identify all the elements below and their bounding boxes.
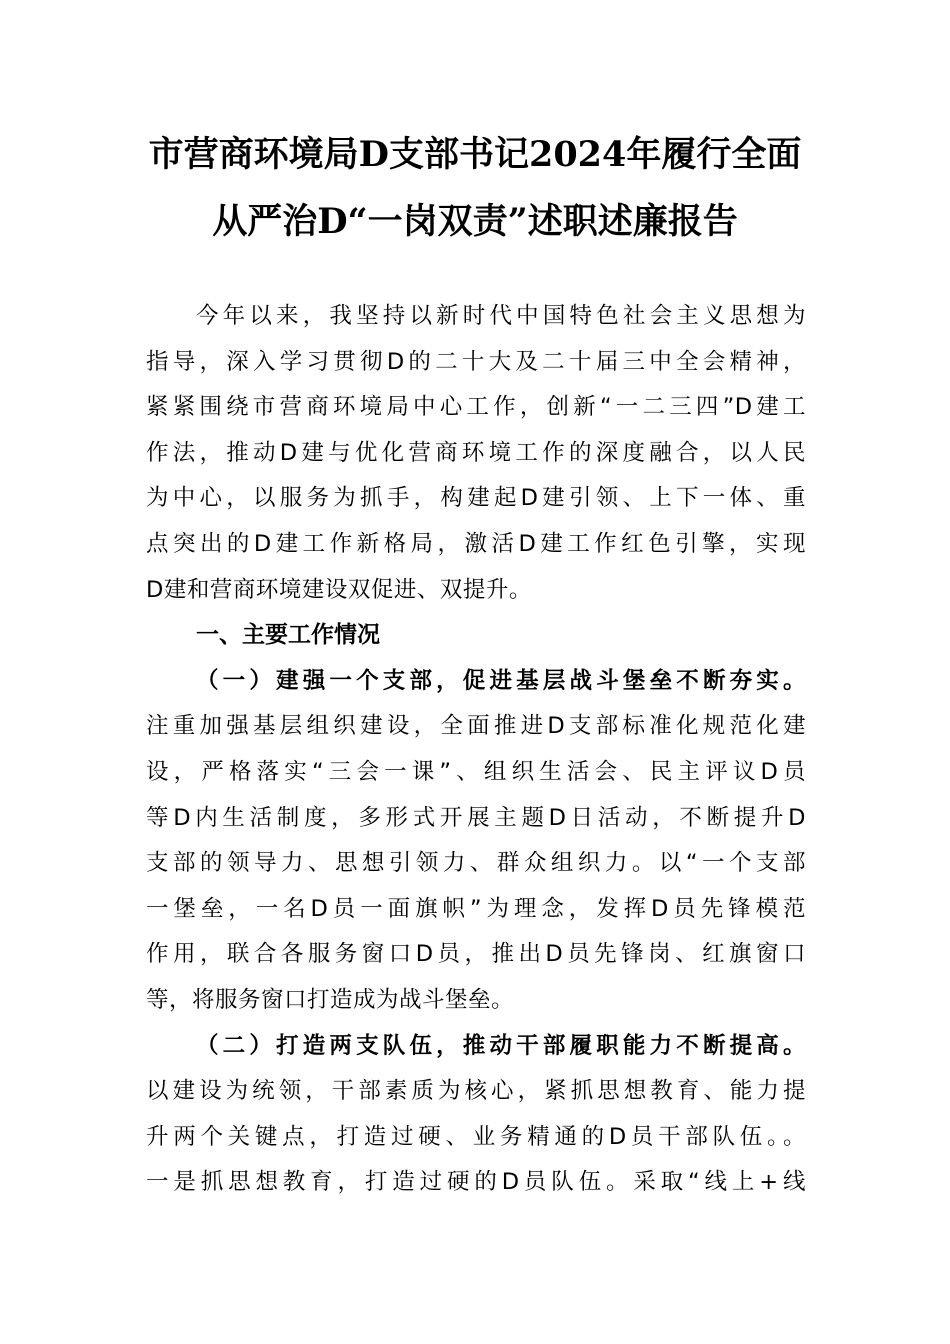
paragraph-line: 设，严格落实“三会一课”、组织生活会、民主评议D员 xyxy=(146,758,806,785)
paragraph-line: 注重加强基层组织建设，全面推进D支部标准化规范化建 xyxy=(146,713,806,740)
paragraph-line: D建和营商环境建设双促进、双提升。 xyxy=(146,576,532,603)
paragraph-line: 等，将服务窗口打造成为战斗堡垒。 xyxy=(146,986,515,1013)
paragraph-line: 作用，联合各服务窗口D员，推出D员先锋岗、红旗窗口 xyxy=(146,941,806,968)
subsection-2-paragraph xyxy=(146,1024,806,1206)
subsection-heading-line: （二）打造两支队伍，推动干部履职能力不断提高。 xyxy=(196,1032,806,1059)
subsection-1-paragraph xyxy=(146,659,806,1024)
section-heading: 一、主要工作情况 xyxy=(196,622,380,649)
paragraph-line: 支部的领导力、思想引领力、群众组织力。以“一个支部 xyxy=(146,850,806,877)
document-body xyxy=(146,294,806,1206)
title-line-2: 从严治D“一岗双责”述职述廉报告 xyxy=(212,201,738,242)
paragraph-line: 一堡垒，一名D员一面旗帜”为理念，发挥D员先锋模范 xyxy=(146,895,806,922)
paragraph-line: 升两个关键点，打造过硬、业务精通的D员干部队伍。。 xyxy=(146,1123,806,1150)
paragraph-line: 作法，推动D建与优化营商环境工作的深度融合，以人民 xyxy=(146,439,806,466)
paragraph-line: 为中心，以服务为抓手，构建起D建引领、上下一体、重 xyxy=(146,485,806,512)
paragraph-line: 点突出的D建工作新格局，激活D建工作红色引擎，实现 xyxy=(146,530,806,557)
paragraph-line: 紧紧围绕市营商环境局中心工作，创新“一二三四”D建工 xyxy=(146,394,806,421)
document-title xyxy=(0,122,950,254)
paragraph-line: 以建设为统领，干部素质为核心，紧抓思想教育、能力提 xyxy=(146,1078,806,1105)
intro-paragraph xyxy=(146,294,806,613)
paragraph-line: 今年以来，我坚持以新时代中国特色社会主义思想为 xyxy=(196,303,806,329)
subsection-heading-line: （一）建强一个支部，促进基层战斗堡垒不断夯实。 xyxy=(196,667,806,694)
title-line-1: 市营商环境局D支部书记2024年履行全面 xyxy=(148,134,802,175)
paragraph-line: 一是抓思想教育，打造过硬的D员队伍。采取“线上+线 xyxy=(146,1169,806,1196)
paragraph-line: 指导，深入学习贯彻D的二十大及二十届三中全会精神， xyxy=(146,348,806,375)
paragraph-line: 等D内生活制度，多形式开展主题D日活动，不断提升D xyxy=(146,804,806,831)
